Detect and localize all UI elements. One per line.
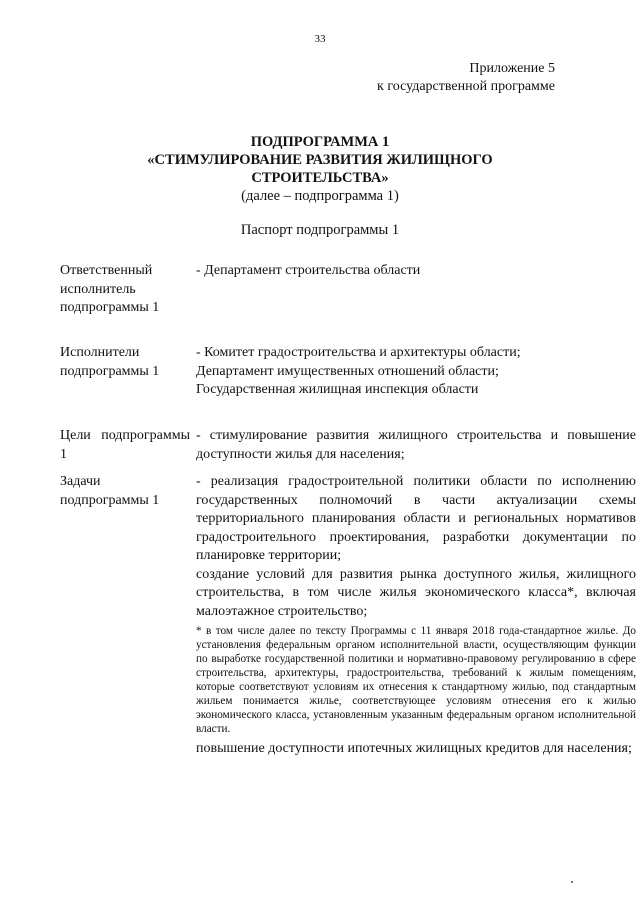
scan-dot [571, 881, 573, 883]
row-goals-label: Цели подпрограммы 1 [60, 428, 190, 462]
row-executors-text [196, 344, 636, 400]
row-tasks-label: Задачи подпрограммы 1 [60, 474, 160, 508]
task-paragraph-2: создание условий для развития рынка доступного жилья, жилищного строительства, в том числе жилья экономического класса*, включая малоэтажное строительство; [196, 566, 636, 619]
row-tasks-text [196, 473, 636, 759]
executor-line-3: Государственная жилищная инспекция области [196, 382, 479, 397]
passport-title: Паспорт подпрограммы 1 [240, 222, 400, 238]
row-goals-text: - стимулирование развития жилищного строительства и повышение доступности жилья для населения; [196, 428, 636, 462]
row-responsible-text: - Департамент строительства области [196, 263, 421, 278]
annex-heading [330, 60, 555, 96]
annex-line-2: к государственной программе [377, 79, 555, 94]
executor-line-2: Департамент имущественных отношений области; [196, 363, 499, 379]
row-executors-label: Исполнители подпрограммы 1 [60, 345, 160, 379]
page-number: 33 [314, 33, 326, 45]
row-responsible-label: Ответственный исполнитель подпрограммы 1 [60, 263, 160, 315]
task-footnote: * в том числе далее по тексту Программы с 11 января 2018 года-стандартное жилье. До установления федеральным органом исполнительной власти, осуществляющим функции по выработке государственной политики и нормативно-правовому регулированию в сфере строительства, архитектуры, градостроительства, требований к жилым помещениям, которые соответствуют условиям их отнесения к стандартному жилью, под стандартным жильем понимается жилье, соответствующее условиям отнесения его к жилью экономического класса, установленным указанным федеральным органом исполнительной власти. [196, 625, 636, 735]
title-line-1: ПОДПРОГРАММА 1 [250, 134, 390, 150]
task-paragraph-3: повышение доступности ипотечных жилищных кредитов для населения; [196, 741, 632, 756]
title-line-4: (далее – подпрограмма 1) [241, 188, 399, 204]
annex-line-1: Приложение 5 [469, 61, 555, 76]
title-line-3: СТРОИТЕЛЬСТВА» [251, 170, 389, 186]
title-line-2: «СТИМУЛИРОВАНИЕ РАЗВИТИЯ ЖИЛИЩНОГО [147, 152, 493, 168]
executor-line-1: - Комитет градостроительства и архитектуры области; [196, 345, 521, 360]
subprogram-title [60, 133, 580, 205]
task-paragraph-1: - реализация градостроительной политики области по исполнению государственных полномочий в части актуализации схемы территориального планирования области и региональных нормативов градостроительного проектирования, разработки документации по планировке территории; [196, 474, 636, 563]
